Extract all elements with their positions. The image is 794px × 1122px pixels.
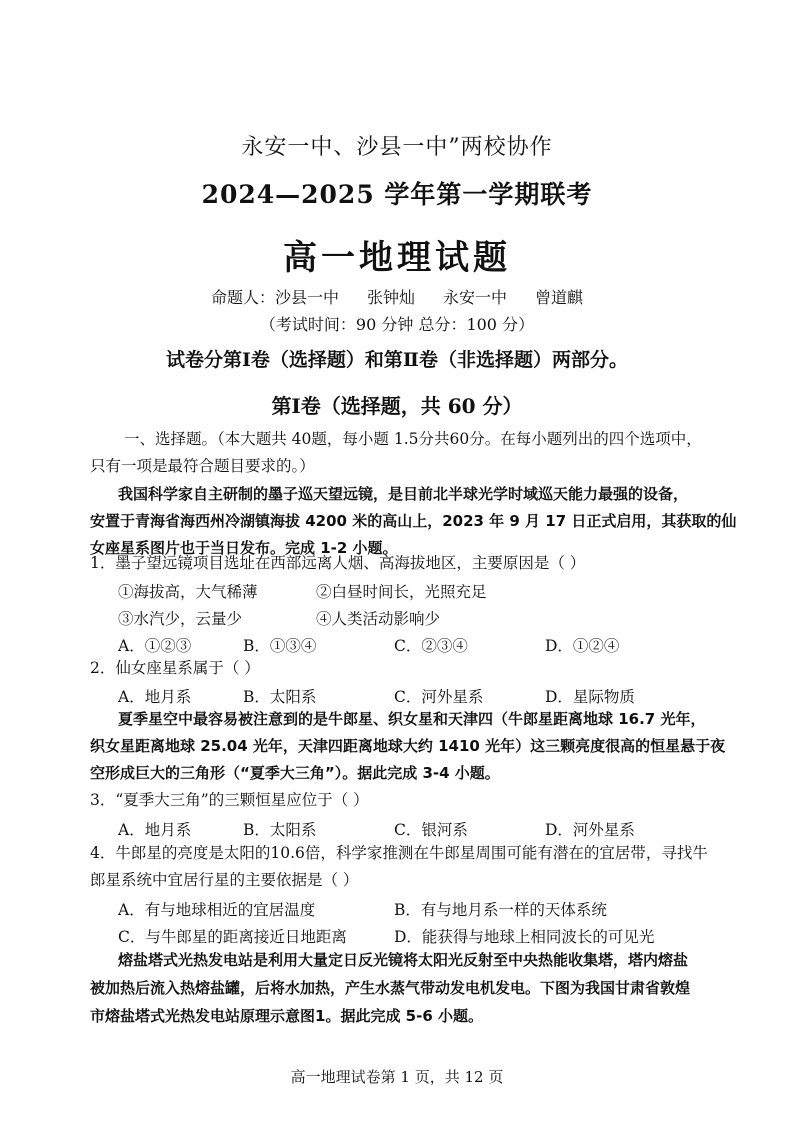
q1-item-2: ②白昼时间长，光照充足 [316,583,487,601]
q1-stem: 1．墨子望远镜项目选址在西部远离人烟、高海拔地区，主要原因是（ ） [90,554,586,572]
q1-option-a: A．①②③ [118,637,192,655]
q4-stem-line2: 郎星系统中宜居行星的主要依据是（ ） [90,871,359,889]
q1-option-c: C．②③④ [394,637,468,655]
school-line: 永安一中、沙县一中”两校协作 [241,135,553,160]
q3-option-c: C．银河系 [394,821,468,839]
q1-item-1: ①海拔高，大气稀薄 [118,583,258,601]
passage1-line3: 女座星系图片也于当日发布。完成 1-2 小题。 [90,539,398,557]
exam-title: 高一地理试题 [283,238,511,278]
q4-option-b: B．有与地月系一样的天体系统 [394,901,607,919]
year-line: 2024—2025 学年第一学期联考 [201,180,593,209]
q4-option-a: A．有与地球相近的宜居温度 [118,901,316,919]
passage3-line2: 被加热后流入热熔盐罐，后将水加热，产生水蒸气带动发电机发电。下图为我国甘肃省敦煌 [90,979,691,997]
author-line [0,285,794,308]
section-title: 第Ⅰ卷（选择题，共 60 分） [271,394,523,418]
q4-option-c: C．与牛郎星的距离接近日地距离 [118,928,347,946]
passage2-line2: 织女星距离地球 25.04 光年，天津四距离地球大约 1410 光年）这三颗亮度很高的恒星悬于夜 [90,737,726,755]
q3-option-b: B．太阳系 [243,821,317,839]
passage3-line3: 市熔盐塔式光热发电站原理示意图1。据此完成 5-6 小题。 [90,1007,483,1025]
q3-option-a: A．地月系 [118,821,192,839]
q2-option-a: A．地月系 [118,688,192,706]
q3-option-d: D．河外星系 [545,821,635,839]
passage2-line1: 夏季星空中最容易被注意到的是牛郎星、织女星和天津四（牛郎星距离地球 16.7 光年， [118,710,706,728]
author2-school: 永安一中 [443,288,508,307]
author2: 曾道麒 [535,288,584,307]
q2-option-c: C．河外星系 [394,688,484,706]
page-footer: 高一地理试卷第 1 页，共 12 页 [290,1068,504,1086]
notice: 试卷分第Ⅰ卷（选择题）和第Ⅱ卷（非选择题）两部分。 [166,349,628,371]
q4-stem-line1: 4．牛郎星的亮度是太阳的10.6倍，科学家推测在牛郎星周围可能有潜在的宜居带，寻找牛 [90,844,708,862]
q1-item-4: ④人类活动影响少 [316,610,441,628]
passage3-line1: 熔盐塔式光热发电站是利用大量定日反光镜将太阳光反射至中央热能收集塔，塔内熔盐 [118,951,689,969]
q2-option-d: D．星际物质 [545,688,635,706]
passage1-line1: 我国科学家自主研制的墨子巡天望远镜，是目前北半球光学时域巡天能力最强的设备， [118,485,689,503]
q2-option-b: B．太阳系 [243,688,317,706]
q1-option-b: B．①③④ [243,637,317,655]
q4-option-d: D．能获得与地球上相同波长的可见光 [394,928,655,946]
author-label: 命题人：沙县一中 [210,288,339,307]
q1-option-d: D．①②④ [545,637,620,655]
section-intro-line1: 一、选择题。（本大题共 40题，每小题 1.5分共60分。在每小题列出的四个选项中， [124,430,702,448]
author1: 张钟灿 [366,288,415,307]
time-info: （考试时间：90 分钟 总分：100 分） [259,315,535,334]
q1-item-3: ③水汽少，云量少 [118,610,243,628]
section-intro-line2: 只有一项是最符合题目要求的。） [90,457,315,475]
passage2-line3: 空形成巨大的三角形（“夏季大三角”）。据此完成 3-4 小题。 [90,764,500,782]
q2-stem: 2．仙女座星系属于（ ） [90,659,260,677]
passage1-line2: 安置于青海省海西州冷湖镇海拔 4200 米的高山上，2023 年 9 月 17 日正式启用，其获取的仙 [90,512,737,530]
q3-stem: 3．“夏季大三角”的三颗恒星应位于（ ） [90,791,369,809]
